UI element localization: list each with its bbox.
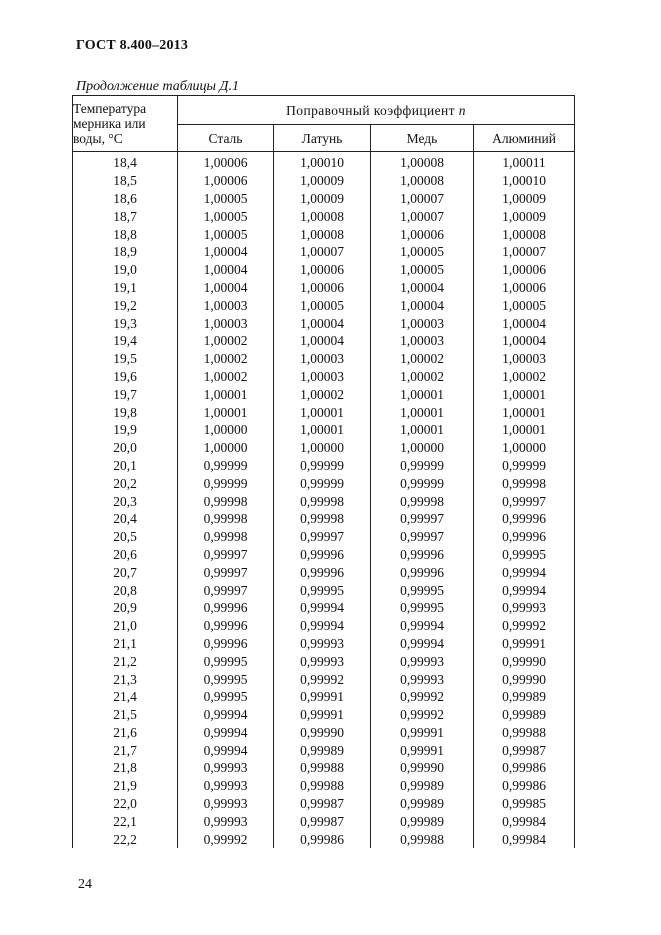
steel-cell: 0,99998	[178, 510, 274, 528]
temperature-cell: 20,8	[73, 581, 178, 599]
copper-cell: 0,99997	[371, 528, 474, 546]
copper-cell: 0,99998	[371, 492, 474, 510]
table-row	[73, 421, 575, 439]
temperature-cell: 21,7	[73, 741, 178, 759]
steel-cell: 0,99992	[178, 830, 274, 848]
temperature-cell: 20,0	[73, 439, 178, 457]
brass-cell: 1,00009	[274, 190, 371, 208]
steel-cell: 0,99997	[178, 546, 274, 564]
temperature-cell: 19,1	[73, 279, 178, 297]
brass-cell: 0,99995	[274, 581, 371, 599]
table-row	[73, 670, 575, 688]
steel-cell: 1,00003	[178, 296, 274, 314]
copper-cell: 0,99999	[371, 457, 474, 475]
table-row	[73, 172, 575, 190]
table-body	[73, 152, 575, 849]
steel-cell: 1,00004	[178, 279, 274, 297]
brass-cell: 1,00008	[274, 225, 371, 243]
copper-cell: 1,00007	[371, 190, 474, 208]
brass-cell: 0,99987	[274, 812, 371, 830]
copper-cell: 0,99997	[371, 510, 474, 528]
temperature-cell: 20,7	[73, 563, 178, 581]
temperature-cell: 21,8	[73, 759, 178, 777]
copper-cell: 1,00001	[371, 403, 474, 421]
temperature-cell: 21,6	[73, 724, 178, 742]
temperature-cell: 19,2	[73, 296, 178, 314]
table-row	[73, 563, 575, 581]
table-row	[73, 368, 575, 386]
steel-cell: 0,99993	[178, 812, 274, 830]
brass-cell: 1,00003	[274, 350, 371, 368]
brass-cell: 1,00001	[274, 421, 371, 439]
copper-cell: 0,99994	[371, 617, 474, 635]
temperature-cell: 19,8	[73, 403, 178, 421]
aluminium-cell: 0,99985	[474, 795, 575, 813]
steel-cell: 1,00006	[178, 152, 274, 172]
copper-cell: 1,00004	[371, 279, 474, 297]
temperature-cell: 22,0	[73, 795, 178, 813]
copper-cell: 0,99989	[371, 777, 474, 795]
aluminium-cell: 0,99994	[474, 581, 575, 599]
table-row	[73, 152, 575, 172]
brass-cell: 1,00007	[274, 243, 371, 261]
brass-cell: 0,99989	[274, 741, 371, 759]
steel-cell: 0,99995	[178, 688, 274, 706]
brass-cell: 1,00008	[274, 207, 371, 225]
table-row	[73, 314, 575, 332]
aluminium-cell: 0,99998	[474, 474, 575, 492]
steel-cell: 1,00005	[178, 225, 274, 243]
brass-cell: 0,99994	[274, 617, 371, 635]
brass-cell: 0,99991	[274, 688, 371, 706]
copper-cell: 0,99991	[371, 724, 474, 742]
copper-cell: 0,99995	[371, 581, 474, 599]
aluminium-cell: 0,99996	[474, 528, 575, 546]
copper-cell: 1,00008	[371, 172, 474, 190]
aluminium-cell: 1,00004	[474, 332, 575, 350]
temperature-cell: 22,2	[73, 830, 178, 848]
brass-cell: 0,99993	[274, 635, 371, 653]
steel-cell: 1,00002	[178, 350, 274, 368]
steel-cell: 0,99998	[178, 528, 274, 546]
copper-cell: 0,99995	[371, 599, 474, 617]
steel-cell: 1,00002	[178, 332, 274, 350]
temperature-cell: 20,3	[73, 492, 178, 510]
brass-cell: 0,99998	[274, 492, 371, 510]
copper-cell: 0,99990	[371, 759, 474, 777]
brass-cell: 1,00005	[274, 296, 371, 314]
aluminium-cell: 0,99995	[474, 546, 575, 564]
temperature-cell: 18,8	[73, 225, 178, 243]
brass-cell: 0,99999	[274, 474, 371, 492]
aluminium-cell: 1,00003	[474, 350, 575, 368]
aluminium-cell: 1,00001	[474, 421, 575, 439]
steel-cell: 1,00001	[178, 385, 274, 403]
steel-cell: 1,00004	[178, 243, 274, 261]
table-row	[73, 581, 575, 599]
aluminium-cell: 1,00000	[474, 439, 575, 457]
correction-coefficient-label: Поправочный коэффициент	[286, 102, 455, 118]
correction-coefficient-header	[178, 96, 575, 125]
table-row	[73, 190, 575, 208]
aluminium-cell: 1,00002	[474, 368, 575, 386]
temperature-cell: 18,9	[73, 243, 178, 261]
copper-cell: 1,00007	[371, 207, 474, 225]
table-row	[73, 759, 575, 777]
copper-cell: 0,99989	[371, 812, 474, 830]
aluminium-cell: 0,99989	[474, 688, 575, 706]
column-header-copper: Медь	[371, 125, 474, 152]
table-row	[73, 617, 575, 635]
temperature-cell: 21,3	[73, 670, 178, 688]
temperature-cell: 20,9	[73, 599, 178, 617]
brass-cell: 0,99998	[274, 510, 371, 528]
aluminium-cell: 0,99989	[474, 706, 575, 724]
steel-cell: 0,99994	[178, 741, 274, 759]
copper-cell: 1,00002	[371, 350, 474, 368]
temperature-cell: 21,9	[73, 777, 178, 795]
temperature-cell: 20,2	[73, 474, 178, 492]
aluminium-cell: 0,99994	[474, 563, 575, 581]
steel-cell: 1,00001	[178, 403, 274, 421]
table-row	[73, 403, 575, 421]
brass-cell: 0,99991	[274, 706, 371, 724]
aluminium-cell: 0,99992	[474, 617, 575, 635]
copper-cell: 1,00003	[371, 314, 474, 332]
steel-cell: 0,99996	[178, 635, 274, 653]
brass-cell: 0,99999	[274, 457, 371, 475]
aluminium-cell: 0,99991	[474, 635, 575, 653]
steel-cell: 1,00005	[178, 207, 274, 225]
brass-cell: 1,00004	[274, 332, 371, 350]
copper-cell: 1,00005	[371, 243, 474, 261]
correction-coefficient-table	[72, 95, 575, 848]
brass-cell: 0,99993	[274, 652, 371, 670]
aluminium-cell: 0,99986	[474, 777, 575, 795]
aluminium-cell: 1,00001	[474, 385, 575, 403]
aluminium-cell: 0,99984	[474, 830, 575, 848]
column-header-steel: Сталь	[178, 125, 274, 152]
table-row	[73, 635, 575, 653]
brass-cell: 0,99986	[274, 830, 371, 848]
aluminium-cell: 0,99988	[474, 724, 575, 742]
brass-cell: 0,99997	[274, 528, 371, 546]
steel-cell: 1,00000	[178, 439, 274, 457]
aluminium-cell: 1,00004	[474, 314, 575, 332]
steel-cell: 1,00002	[178, 368, 274, 386]
temperature-cell: 19,7	[73, 385, 178, 403]
copper-cell: 0,99991	[371, 741, 474, 759]
copper-cell: 0,99996	[371, 546, 474, 564]
copper-cell: 1,00000	[371, 439, 474, 457]
table-row	[73, 243, 575, 261]
aluminium-cell: 1,00011	[474, 152, 575, 172]
brass-cell: 0,99992	[274, 670, 371, 688]
table-row	[73, 457, 575, 475]
table-row	[73, 474, 575, 492]
table-row	[73, 296, 575, 314]
temperature-cell: 21,1	[73, 635, 178, 653]
table-row	[73, 385, 575, 403]
steel-cell: 0,99997	[178, 563, 274, 581]
temperature-cell: 18,6	[73, 190, 178, 208]
temperature-cell: 19,3	[73, 314, 178, 332]
table-row	[73, 741, 575, 759]
coefficient-symbol: n	[458, 102, 466, 118]
temperature-cell: 20,6	[73, 546, 178, 564]
table-row	[73, 724, 575, 742]
brass-cell: 1,00006	[274, 261, 371, 279]
copper-cell: 0,99996	[371, 563, 474, 581]
table-row	[73, 492, 575, 510]
steel-cell: 0,99998	[178, 492, 274, 510]
temperature-cell: 22,1	[73, 812, 178, 830]
table-row	[73, 207, 575, 225]
table-row	[73, 225, 575, 243]
temperature-cell: 19,5	[73, 350, 178, 368]
steel-cell: 0,99995	[178, 670, 274, 688]
copper-cell: 1,00003	[371, 332, 474, 350]
copper-cell: 1,00006	[371, 225, 474, 243]
temperature-cell: 21,5	[73, 706, 178, 724]
table-row	[73, 795, 575, 813]
steel-cell: 1,00000	[178, 421, 274, 439]
steel-cell: 0,99999	[178, 474, 274, 492]
brass-cell: 1,00003	[274, 368, 371, 386]
brass-cell: 1,00010	[274, 152, 371, 172]
temperature-cell: 19,0	[73, 261, 178, 279]
brass-cell: 0,99996	[274, 563, 371, 581]
table-row	[73, 688, 575, 706]
aluminium-cell: 1,00009	[474, 207, 575, 225]
column-header-brass: Латунь	[274, 125, 371, 152]
copper-cell: 1,00005	[371, 261, 474, 279]
steel-cell: 0,99999	[178, 457, 274, 475]
copper-cell: 1,00001	[371, 421, 474, 439]
copper-cell: 0,99999	[371, 474, 474, 492]
steel-cell: 0,99993	[178, 759, 274, 777]
temperature-cell: 20,5	[73, 528, 178, 546]
table-row	[73, 546, 575, 564]
steel-cell: 0,99993	[178, 795, 274, 813]
aluminium-cell: 0,99993	[474, 599, 575, 617]
table-row	[73, 350, 575, 368]
copper-cell: 0,99988	[371, 830, 474, 848]
document-title: ГОСТ 8.400–2013	[76, 38, 189, 53]
page-number: 24	[78, 877, 92, 892]
temperature-column-header: Температура мерника или воды, °С	[73, 96, 178, 152]
temperature-cell: 21,0	[73, 617, 178, 635]
steel-cell: 1,00004	[178, 261, 274, 279]
copper-cell: 0,99993	[371, 670, 474, 688]
aluminium-cell: 0,99990	[474, 652, 575, 670]
brass-cell: 1,00001	[274, 403, 371, 421]
steel-cell: 1,00006	[178, 172, 274, 190]
aluminium-cell: 0,99996	[474, 510, 575, 528]
aluminium-cell: 0,99990	[474, 670, 575, 688]
aluminium-cell: 1,00006	[474, 261, 575, 279]
steel-cell: 0,99994	[178, 706, 274, 724]
temperature-cell: 19,9	[73, 421, 178, 439]
table-row	[73, 439, 575, 457]
copper-cell: 0,99994	[371, 635, 474, 653]
brass-cell: 0,99994	[274, 599, 371, 617]
aluminium-cell: 1,00008	[474, 225, 575, 243]
table-row	[73, 261, 575, 279]
temperature-cell: 18,5	[73, 172, 178, 190]
brass-cell: 0,99990	[274, 724, 371, 742]
table-row	[73, 528, 575, 546]
steel-cell: 0,99997	[178, 581, 274, 599]
table-row	[73, 599, 575, 617]
temperature-cell: 20,1	[73, 457, 178, 475]
temperature-cell: 18,7	[73, 207, 178, 225]
aluminium-cell: 0,99987	[474, 741, 575, 759]
aluminium-cell: 0,99997	[474, 492, 575, 510]
table-row	[73, 332, 575, 350]
aluminium-cell: 0,99984	[474, 812, 575, 830]
brass-cell: 0,99988	[274, 777, 371, 795]
table-row	[73, 706, 575, 724]
temperature-cell: 21,4	[73, 688, 178, 706]
table-row	[73, 510, 575, 528]
aluminium-cell: 1,00001	[474, 403, 575, 421]
table-continuation-caption: Продолжение таблицы Д.1	[76, 79, 239, 94]
aluminium-cell: 1,00006	[474, 279, 575, 297]
copper-cell: 1,00008	[371, 152, 474, 172]
steel-cell: 0,99995	[178, 652, 274, 670]
table-row	[73, 777, 575, 795]
brass-cell: 1,00004	[274, 314, 371, 332]
temperature-cell: 19,6	[73, 368, 178, 386]
temperature-cell: 19,4	[73, 332, 178, 350]
aluminium-cell: 0,99999	[474, 457, 575, 475]
temperature-cell: 20,4	[73, 510, 178, 528]
aluminium-cell: 1,00005	[474, 296, 575, 314]
copper-cell: 1,00001	[371, 385, 474, 403]
brass-cell: 1,00009	[274, 172, 371, 190]
copper-cell: 1,00004	[371, 296, 474, 314]
brass-cell: 0,99996	[274, 546, 371, 564]
table-row	[73, 279, 575, 297]
steel-cell: 0,99996	[178, 599, 274, 617]
brass-cell: 0,99987	[274, 795, 371, 813]
aluminium-cell: 0,99986	[474, 759, 575, 777]
table-row	[73, 652, 575, 670]
brass-cell: 1,00000	[274, 439, 371, 457]
temperature-cell: 18,4	[73, 152, 178, 172]
steel-cell: 0,99996	[178, 617, 274, 635]
copper-cell: 0,99993	[371, 652, 474, 670]
copper-cell: 1,00002	[371, 368, 474, 386]
temperature-cell: 21,2	[73, 652, 178, 670]
copper-cell: 0,99992	[371, 688, 474, 706]
brass-cell: 1,00002	[274, 385, 371, 403]
steel-cell: 0,99994	[178, 724, 274, 742]
copper-cell: 0,99992	[371, 706, 474, 724]
aluminium-cell: 1,00007	[474, 243, 575, 261]
table-row	[73, 830, 575, 848]
aluminium-cell: 1,00010	[474, 172, 575, 190]
table-row	[73, 812, 575, 830]
brass-cell: 1,00006	[274, 279, 371, 297]
steel-cell: 0,99993	[178, 777, 274, 795]
copper-cell: 0,99989	[371, 795, 474, 813]
steel-cell: 1,00005	[178, 190, 274, 208]
column-header-aluminium: Алюминий	[474, 125, 575, 152]
brass-cell: 0,99988	[274, 759, 371, 777]
aluminium-cell: 1,00009	[474, 190, 575, 208]
steel-cell: 1,00003	[178, 314, 274, 332]
